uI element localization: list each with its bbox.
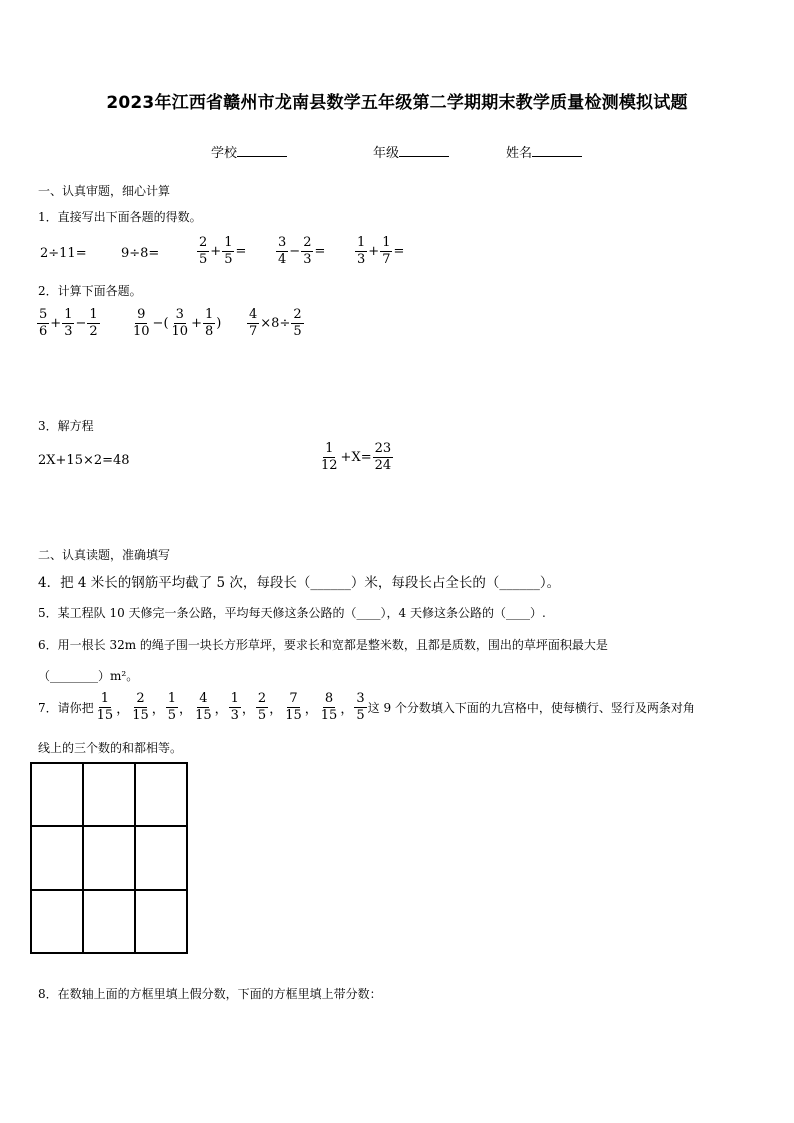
- name-blank[interactable]: [532, 144, 582, 157]
- q1-expr-2: 9÷8=: [121, 246, 160, 261]
- q1-expr-4: $\frac{3}{4}$ − $\frac{2}{3}$ =: [278, 235, 326, 267]
- q2-expr-1: $\frac{5}{6}$ + $\frac{1}{3}$ − $\frac{1}{2}$: [39, 307, 98, 339]
- grid-cell[interactable]: [135, 763, 187, 826]
- grid-cell[interactable]: [31, 763, 83, 826]
- school-label: 学校: [211, 146, 238, 161]
- grid-cell[interactable]: [83, 826, 135, 889]
- question-4: 4．把 4 米长的钢筋平均截了 5 次，每段长（______）米，每段长占全长的（______）。: [38, 575, 561, 591]
- question-6-line-1: 6．用一根长 32m 的绳子围一块长方形草坪，要求长和宽都是整米数，且都是质数，围出的草坪面积最大是: [38, 638, 608, 652]
- grid-cell[interactable]: [83, 763, 135, 826]
- question-7-line-1: 7．请你把 $\frac{1}{15}$ ， $\frac{2}{15}$ ， $\frac{1}{5}$ ， $\frac{4}{15}$ ， $\frac{1}{3}$ ， $\frac{2}{5}$ ， $\frac{7}{15}$ ， $\frac{8}{15}$ ， $\frac{3}{5}$ 这 9 个分数填入下面的九宫格中，使每横行、竖行及两条对角: [38, 691, 695, 723]
- question-1-label: 1．直接写出下面各题的得数。: [38, 210, 202, 224]
- question-2-label: 2．计算下面各题。: [38, 284, 142, 298]
- question-5: 5．某工程队 10 天修完一条公路，平均每天修这条公路的（____），4 天修这条公路的（____）.: [38, 606, 546, 620]
- grade-blank[interactable]: [399, 144, 449, 157]
- name-label: 姓名: [506, 146, 533, 161]
- grid-cell[interactable]: [135, 826, 187, 889]
- section-2-heading: 二、认真读题，准确填写: [38, 548, 171, 562]
- grade-field[interactable]: [373, 142, 449, 161]
- q1-expr-3: $\frac{2}{5}$ + $\frac{1}{5}$ =: [199, 235, 247, 267]
- school-blank[interactable]: [237, 144, 287, 157]
- grade-label: 年级: [373, 146, 400, 161]
- q3-equation-2: $\frac{1}{12}$ +X= $\frac{23}{24}$: [321, 441, 392, 473]
- name-field[interactable]: [506, 142, 582, 161]
- question-3-label: 3．解方程: [38, 419, 94, 433]
- grid-cell[interactable]: [135, 890, 187, 953]
- school-field[interactable]: [211, 142, 287, 161]
- magic-square-grid[interactable]: [30, 762, 188, 954]
- grid-cell[interactable]: [31, 826, 83, 889]
- question-7-line-2: 线上的三个数的和都相等。: [38, 741, 183, 755]
- q2-expr-3: $\frac{4}{7}$ ×8÷ $\frac{2}{5}$: [249, 307, 302, 339]
- q2-expr-2: $\frac{9}{10}$ −( $\frac{3}{10}$ + $\frac{1}{8}$ ): [133, 307, 222, 339]
- section-1-heading: 一、认真审题，细心计算: [38, 184, 171, 198]
- question-8: 8．在数轴上面的方框里填上假分数，下面的方框里填上带分数：: [38, 987, 382, 1001]
- grid-cell[interactable]: [31, 890, 83, 953]
- page-title: 2023年江西省赣州市龙南县数学五年级第二学期期末教学质量检测模拟试题: [106, 93, 688, 113]
- q3-equation-1: 2X+15×2=48: [38, 453, 130, 468]
- q1-expr-5: $\frac{1}{3}$ + $\frac{1}{7}$ =: [357, 235, 405, 267]
- grid-cell[interactable]: [83, 890, 135, 953]
- q1-expr-1: 2÷11=: [40, 246, 87, 261]
- question-6-line-2: （________）m²。: [38, 669, 139, 683]
